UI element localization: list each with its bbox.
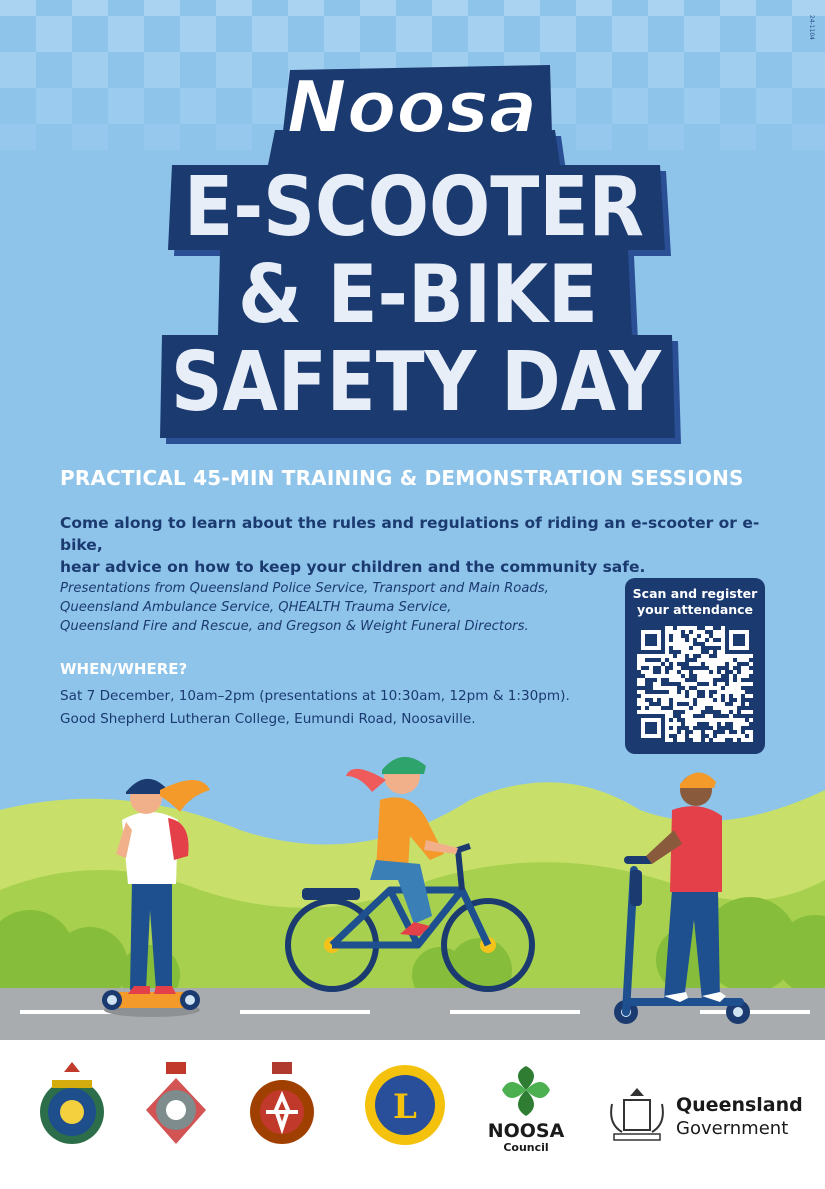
police-badge-icon [36,1060,108,1150]
intro-line: Come along to learn about the rules and regulations of riding an e-scooter or e-bike, [60,514,760,554]
qr-label [625,586,765,618]
event-location: Good Shepherd Lutheran College, Eumundi Road, Noosaville. [60,711,476,727]
noosa-council-subtext: Council [503,1141,549,1154]
presenters-line: Queensland Fire and Rescue, and Gregson & Weight Funeral Directors. [60,619,529,634]
qr-label-line: Scan and register [632,586,758,601]
when-where-heading: WHEN/WHERE? [60,660,188,678]
document-code: 24-1104 [808,14,815,40]
intro-text [60,512,780,578]
presenters-text [60,579,600,636]
queensland-government-subtext: Government [676,1118,789,1139]
event-datetime: Sat 7 December, 10am–2pm (presentations at 10:30am, 12pm & 1:30pm). [60,688,570,704]
ambulance-badge-icon [140,1060,212,1150]
queensland-government-wordmark: Queensland [676,1094,803,1116]
qr-label-line: your attendance [636,602,754,617]
sessions-subtitle: PRACTICAL 45-MIN TRAINING & DEMONSTRATION SESSIONS [60,466,744,490]
noosa-leaf-icon [500,1064,552,1118]
title-e-scooter: E-SCOOTER [184,160,644,255]
title-safety-day: SAFETY DAY [171,335,663,430]
presenters-line: Queensland Ambulance Service, QHEALTH Trauma Service, [60,600,452,615]
qr-code-icon[interactable] [637,626,753,742]
qr-register-box[interactable] [625,578,765,754]
presenters-line: Presentations from Queensland Police Service, Transport and Main Roads, [60,581,549,596]
riders-illustration [0,740,825,1040]
lions-badge-icon [360,1060,450,1150]
title-e-bike: & E-BIKE [238,248,598,341]
fire-badge-icon [246,1060,318,1150]
partner-logos-footer [0,1040,825,1189]
noosa-council-wordmark: NOOSA [487,1120,565,1142]
title-block [0,60,825,460]
title-noosa: Noosa [286,65,538,149]
intro-line: hear advice on how to keep your children and the community safe. [60,558,646,576]
queensland-crest-icon [606,1084,668,1144]
svg-text:L: L [393,1087,417,1127]
